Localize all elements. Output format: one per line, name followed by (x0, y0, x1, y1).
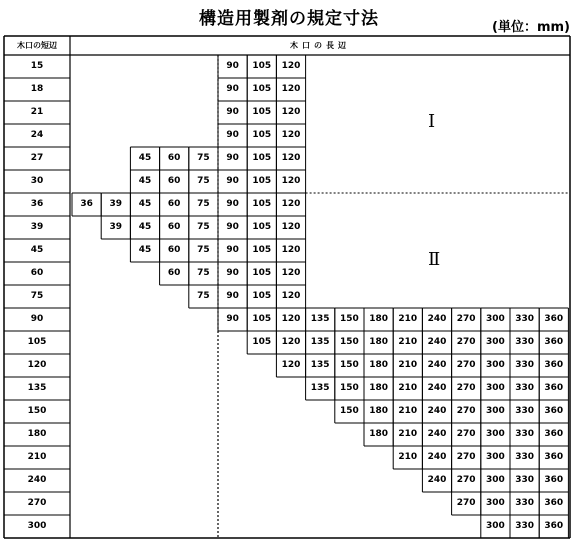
table-cell: 210 (398, 429, 418, 439)
table-cell: 105 (252, 222, 272, 232)
table-cell: 45 (138, 199, 152, 209)
table-cell: 300 (485, 452, 505, 462)
table-cell: 105 (252, 268, 272, 278)
table-cell: 75 (197, 176, 210, 186)
table-cell: 120 (281, 199, 301, 209)
row-label: 210 (27, 452, 47, 462)
table-cell: 180 (369, 337, 388, 347)
table-cell: 120 (281, 314, 301, 324)
table-cell: 90 (226, 314, 239, 324)
table-cell: 39 (109, 199, 123, 209)
table-cell: 105 (252, 245, 272, 255)
table-cell: 240 (427, 337, 447, 347)
table-cell: 60 (167, 153, 181, 163)
table-cell: 300 (485, 360, 505, 370)
table-cell: 60 (167, 268, 181, 278)
table-cell: 105 (252, 199, 272, 209)
table-cell: 240 (427, 406, 447, 416)
table-cell: 36 (80, 199, 93, 209)
table-cell: 90 (226, 199, 239, 209)
table-cell: 105 (252, 153, 272, 163)
table-cell: 210 (398, 360, 418, 370)
table-cell: 180 (369, 314, 388, 324)
row-label: 150 (27, 406, 47, 416)
table-cell: 60 (167, 245, 181, 255)
table-cell: 120 (281, 360, 301, 370)
table-cell: 75 (197, 291, 210, 301)
table-cell: 300 (485, 429, 505, 439)
table-cell: 270 (456, 383, 476, 393)
table-cell: 60 (167, 199, 181, 209)
table-cell: 270 (456, 360, 476, 370)
table-cell: 300 (485, 498, 505, 508)
row-label: 45 (30, 245, 44, 255)
table-cell: 120 (281, 61, 301, 71)
table-cell: 75 (197, 222, 210, 232)
table-cell: 240 (427, 314, 447, 324)
table-cell: 150 (339, 360, 359, 370)
table-cell: 75 (197, 245, 210, 255)
table-cell: 180 (369, 429, 388, 439)
table-cell: 360 (544, 383, 564, 393)
table-cell: 360 (544, 498, 564, 508)
row-label: 15 (30, 61, 44, 71)
row-label: 135 (27, 383, 47, 393)
table-cell: 105 (252, 314, 272, 324)
table-cell: 120 (281, 153, 301, 163)
table-cell: 150 (339, 383, 359, 393)
table-cell: 330 (515, 383, 534, 393)
table-cell: 105 (252, 130, 272, 140)
table-cell: 330 (515, 314, 534, 324)
table-cell: 105 (252, 84, 272, 94)
table-cell: 135 (310, 383, 330, 393)
table-cell: 105 (252, 61, 272, 71)
table-cell: 180 (369, 406, 388, 416)
row-label: 24 (30, 130, 44, 140)
table-cell: 270 (456, 314, 476, 324)
table-cell: 45 (138, 176, 152, 186)
table-cell: 120 (281, 176, 301, 186)
row-label: 240 (27, 475, 47, 485)
table-cell: 90 (226, 84, 239, 94)
table-cell: 120 (281, 291, 301, 301)
row-label: 60 (30, 268, 44, 278)
table-cell: 270 (456, 498, 476, 508)
table-cell: 135 (310, 360, 330, 370)
table-cell: 360 (544, 475, 564, 485)
table-cell: 300 (485, 337, 505, 347)
table-cell: 300 (485, 475, 505, 485)
row-label: 120 (27, 360, 47, 370)
table-cell: 120 (281, 130, 301, 140)
table-cell: 330 (515, 337, 534, 347)
table-cell: 90 (226, 245, 239, 255)
table-cell: 120 (281, 245, 301, 255)
table-cell: 180 (369, 383, 388, 393)
table-cell: 90 (226, 153, 239, 163)
table-cell: 240 (427, 429, 447, 439)
table-cell: 150 (339, 337, 359, 347)
table-cell: 75 (197, 268, 210, 278)
row-label: 39 (30, 222, 44, 232)
table-cell: 75 (197, 199, 210, 209)
table-cell: 330 (515, 521, 534, 531)
unit-label: (単位：mm) (492, 20, 570, 35)
row-label: 270 (27, 498, 47, 508)
table-cell: 90 (226, 222, 239, 232)
table-cell: 39 (109, 222, 123, 232)
table-cell: 360 (544, 406, 564, 416)
table-cell: 150 (339, 406, 359, 416)
row-label: 27 (30, 153, 44, 163)
table-cell: 105 (252, 107, 272, 117)
table-cell: 120 (281, 107, 301, 117)
table-cell: 360 (544, 314, 564, 324)
row-label: 105 (27, 337, 47, 347)
table-cell: 45 (138, 222, 152, 232)
table-cell: 270 (456, 406, 476, 416)
table-cell: 210 (398, 406, 418, 416)
table-cell: 60 (167, 176, 181, 186)
table-cell: 210 (398, 383, 418, 393)
table-cell: 150 (339, 314, 359, 324)
table-cell: 330 (515, 498, 534, 508)
region-label-1: Ⅰ (428, 111, 436, 132)
table-cell: 330 (515, 429, 534, 439)
table-cell: 180 (369, 360, 388, 370)
table-cell: 330 (515, 406, 534, 416)
table-cell: 135 (310, 337, 330, 347)
table-cell: 330 (515, 360, 534, 370)
row-label: 36 (30, 199, 44, 209)
table-cell: 330 (515, 452, 534, 462)
table-cell: 90 (226, 130, 239, 140)
table-cell: 120 (281, 84, 301, 94)
table-cell: 300 (485, 383, 505, 393)
table-cell: 330 (515, 475, 534, 485)
page-title: 構造用製剤の規定寸法 (199, 9, 379, 29)
table-cell: 120 (281, 337, 301, 347)
table-cell: 120 (281, 268, 301, 278)
table-cell: 90 (226, 176, 239, 186)
table-cell: 300 (485, 406, 505, 416)
table-cell: 270 (456, 429, 476, 439)
table-cell: 270 (456, 475, 476, 485)
table-cell: 360 (544, 521, 564, 531)
table-cell: 240 (427, 452, 447, 462)
table-cell: 90 (226, 291, 239, 301)
table-cell: 300 (485, 521, 505, 531)
table-cell: 270 (456, 452, 476, 462)
table-cell: 120 (281, 222, 301, 232)
table-cell: 210 (398, 452, 418, 462)
table-cell: 240 (427, 383, 447, 393)
table-cell: 240 (427, 475, 447, 485)
region-label-2: Ⅱ (428, 249, 441, 270)
table-cell: 210 (398, 337, 418, 347)
table-cell: 240 (427, 360, 447, 370)
table-cell: 105 (252, 176, 272, 186)
row-label: 18 (30, 84, 44, 94)
header-long-side: 木口の長辺 (290, 41, 350, 50)
table-cell: 105 (252, 291, 272, 301)
table-cell: 45 (138, 245, 152, 255)
table-cell: 90 (226, 107, 239, 117)
table-cell: 90 (226, 61, 239, 71)
table-cell: 360 (544, 429, 564, 439)
row-label: 75 (30, 291, 44, 301)
table-cell: 90 (226, 268, 239, 278)
row-label: 30 (30, 176, 44, 186)
row-label: 300 (27, 521, 47, 531)
header-short-side: 木口の短辺 (17, 41, 57, 50)
table-cell: 210 (398, 314, 418, 324)
row-label: 180 (27, 429, 47, 439)
table-cell: 360 (544, 337, 564, 347)
table-cell: 75 (197, 153, 210, 163)
table-cell: 45 (138, 153, 152, 163)
table-cell: 300 (485, 314, 505, 324)
row-label: 90 (30, 314, 44, 324)
table-cell: 105 (252, 337, 272, 347)
row-label: 21 (30, 107, 44, 117)
table-cell: 360 (544, 452, 564, 462)
table-cell: 60 (167, 222, 181, 232)
table-cell: 360 (544, 360, 564, 370)
table-cell: 135 (310, 314, 330, 324)
table-cell: 270 (456, 337, 476, 347)
